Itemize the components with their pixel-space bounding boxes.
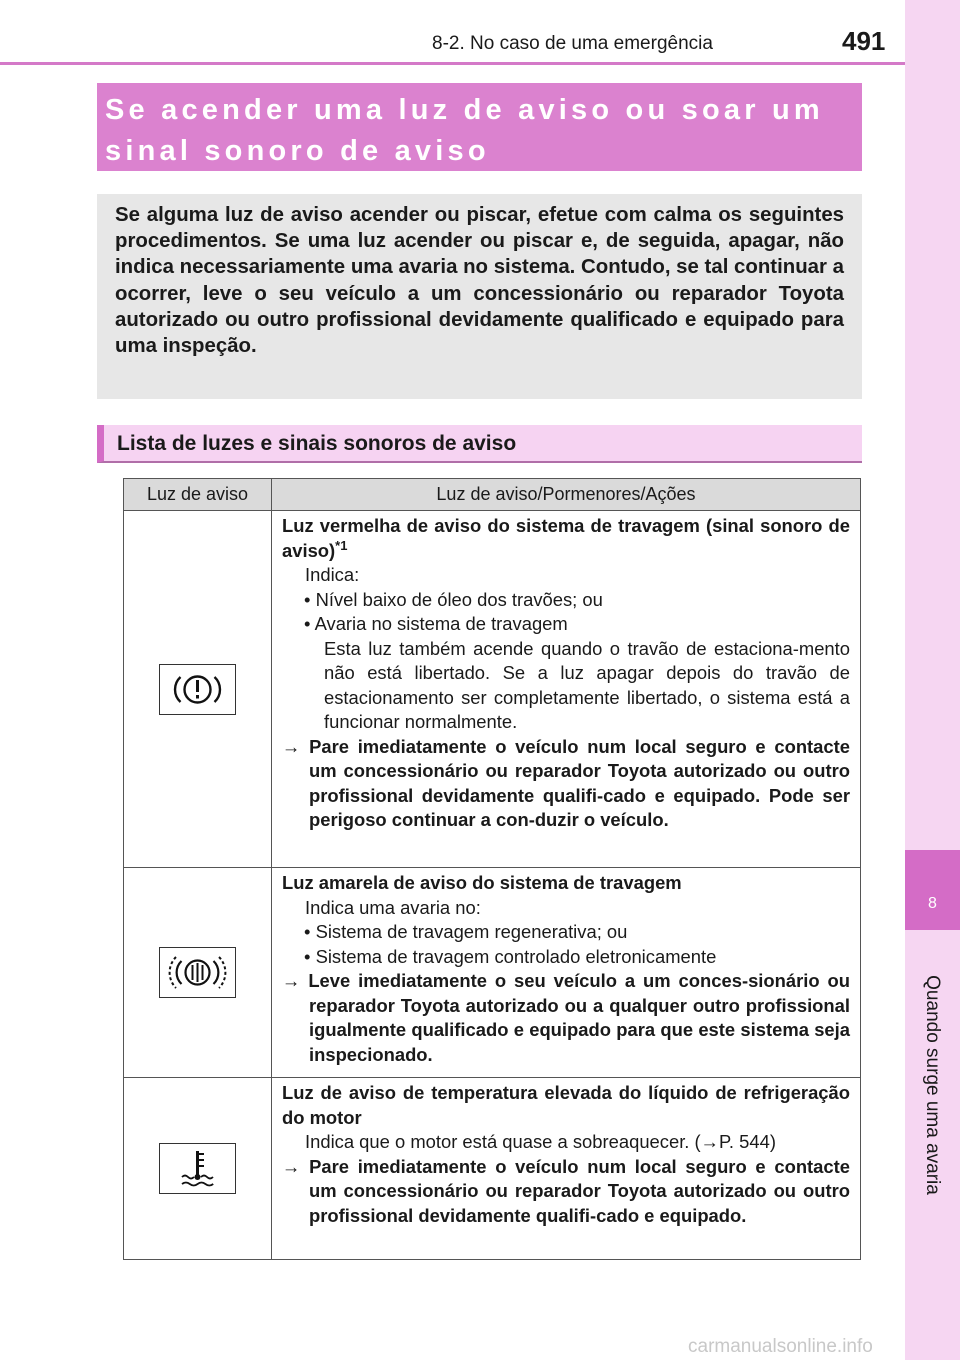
subheading: Lista de luzes e sinais sonoros de aviso xyxy=(97,425,862,463)
bullet-glyph: • xyxy=(304,588,311,610)
table-row xyxy=(124,511,861,868)
column-header-light: Luz de aviso xyxy=(124,479,272,511)
chapter-tab-marker xyxy=(905,850,960,930)
brake-warning-icon xyxy=(159,664,236,715)
row-heading xyxy=(282,514,850,563)
action-text xyxy=(282,1155,850,1229)
list-item-text: Sistema de travagem regenerativa; ou xyxy=(315,921,628,942)
coolant-temperature-icon xyxy=(159,1143,236,1194)
bullet-glyph: • xyxy=(304,613,311,634)
bullet-glyph: • xyxy=(304,945,311,967)
icon-cell xyxy=(124,868,272,1078)
action-text-body: Leve imediatamente o seu veículo a um conces-sionário ou reparador Toyota autorizado ou a qualquer outro profissional igualmente qualificado e equipado para que este sistema seja inspecionado. xyxy=(308,970,850,1065)
details-cell xyxy=(272,868,861,1078)
list-item-text: Sistema de travagem controlado eletronicamente xyxy=(315,945,717,967)
brake-system-amber-icon xyxy=(159,947,236,998)
section-path: 8-2. No caso de uma emergência xyxy=(432,33,713,54)
indicates-line: Indica uma avaria no: xyxy=(305,896,481,918)
list-item xyxy=(282,920,850,945)
warning-lights-table xyxy=(123,478,861,1260)
section-title-line2: sinal sonoro de aviso xyxy=(105,135,490,167)
row-heading: Luz de aviso de temperatura elevada do líquido de refrigeração do motor xyxy=(282,1082,850,1128)
list-item-note: Esta luz também acende quando o travão de estaciona-mento não está libertado. Se a luz apagar depois do travão de estacionamento ser completamente libertado, o sistema está a funcionar normalmente. xyxy=(324,637,850,732)
list-item-text: Nível baixo de óleo dos travões; ou xyxy=(315,588,603,610)
arrow-icon: → xyxy=(282,1155,301,1177)
icon-cell xyxy=(124,511,272,868)
indicates-line: Indica: xyxy=(305,564,360,585)
details-cell xyxy=(272,1078,861,1260)
footnote-marker: *1 xyxy=(335,537,348,553)
bullet-glyph: • xyxy=(304,921,311,942)
details-cell xyxy=(272,511,861,868)
watermark: carmanualsonline.info xyxy=(688,1336,873,1357)
list-item xyxy=(282,612,850,637)
action-text xyxy=(282,735,850,833)
intro-paragraph: Se alguma luz de aviso acender ou piscar, efetue com calma os seguintes procedimentos. Se uma luz acender ou piscar e, de seguida, apagar, não indica necessariamente uma avaria no sistema. Contudo, se tal continuar a ocorrer, leve o seu veículo a um concessionário ou reparador Toyota autorizado ou outro profissional devidamente qualificado e equipado para uma inspeção. xyxy=(97,194,862,399)
arrow-icon: → xyxy=(282,735,301,757)
row-heading: Luz amarela de aviso do sistema de travagem xyxy=(282,872,682,893)
list-item-text: Avaria no sistema de travagem xyxy=(314,613,568,634)
row-heading-text: Luz vermelha de aviso do sistema de travagem (sinal sonoro de aviso) xyxy=(282,515,850,561)
section-title xyxy=(97,83,862,171)
chapter-number: 8 xyxy=(928,895,937,912)
action-text-body: Pare imediatamente o veículo num local seguro e contacte um concessionário ou reparador Toyota autorizado ou outro profissional devidamente qualifi-cado e equipado. xyxy=(309,1155,850,1226)
table-row xyxy=(124,1078,861,1260)
action-text xyxy=(282,969,850,1067)
list-item xyxy=(282,945,850,970)
page-number: 491 xyxy=(842,26,886,56)
chapter-label: Quando surge uma avaria xyxy=(922,975,943,1195)
indicates-line: Indica que o motor está quase a sobreaquecer. (→P. 544) xyxy=(305,1131,776,1152)
icon-cell xyxy=(124,1078,272,1260)
table-row xyxy=(124,868,861,1078)
table-header-row xyxy=(124,479,861,511)
arrow-icon: → xyxy=(282,970,301,991)
action-text-body: Pare imediatamente o veículo num local seguro e contacte um concessionário ou reparador Toyota autorizado ou outro profissional devidamente qualifi-cado e equipado. Pode ser perigoso continuar a con-duzir o veículo. xyxy=(309,735,850,830)
section-title-line1: Se acender uma luz de aviso ou soar um xyxy=(105,94,824,126)
list-item xyxy=(282,588,850,613)
header-rule xyxy=(0,62,905,65)
column-header-details: Luz de aviso/Pormenores/Ações xyxy=(272,479,861,511)
